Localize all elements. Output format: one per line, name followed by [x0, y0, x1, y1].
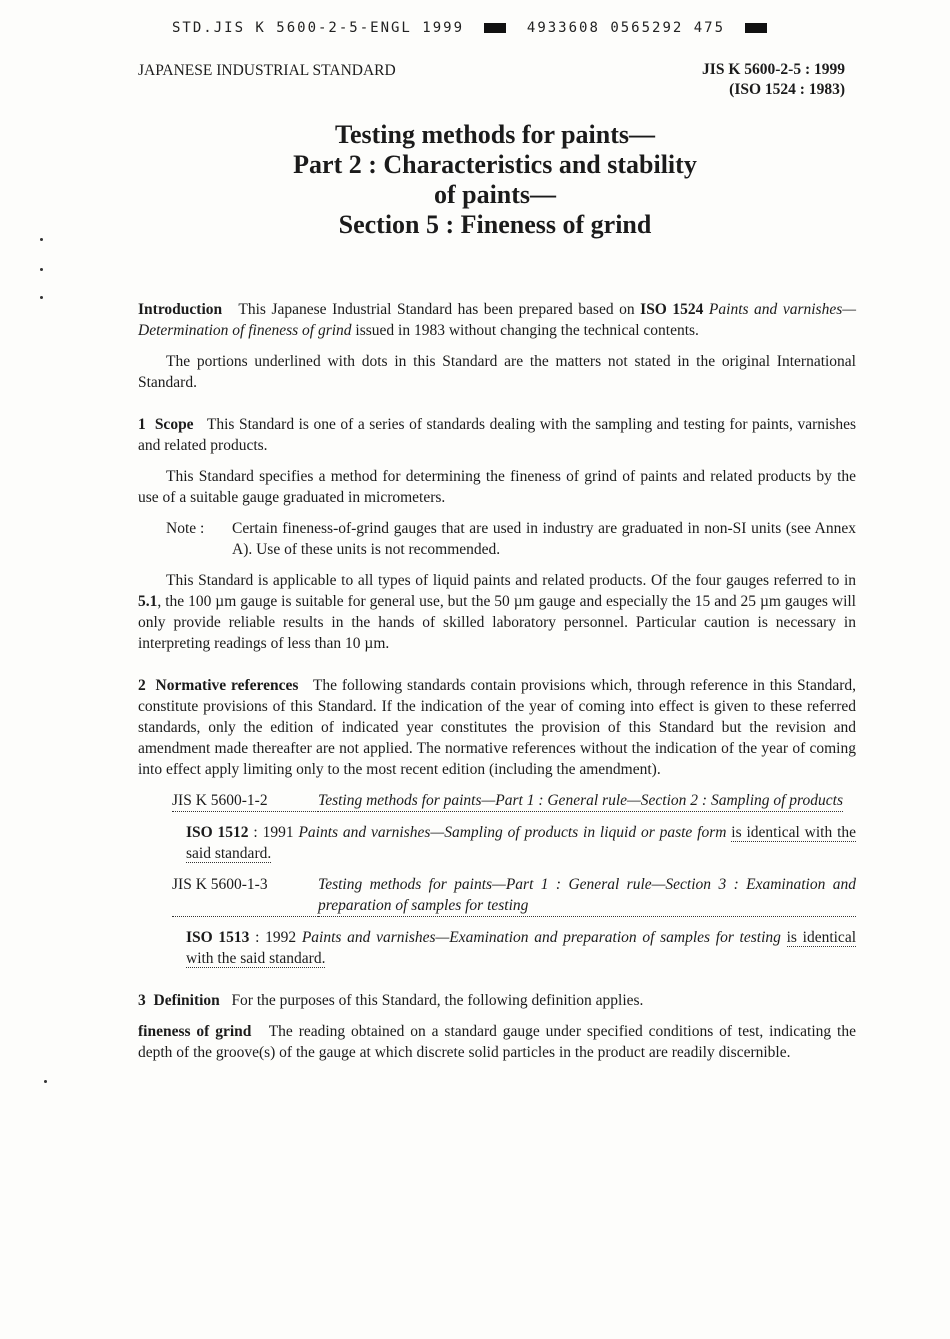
ref-iso-title: Paints and varnishes—Sampling of products in liquid or paste form	[298, 824, 727, 841]
term-text: The reading obtained on a standard gauge under specified conditions of test, indicating the depth of the groove(s) of the gauge at which discrete solid particles in the product are readily discernible.	[138, 1023, 856, 1061]
ref-jis-title: Testing methods for paints—Part 1 : General rule—Section 2 : Sampling of products	[318, 790, 843, 812]
definition-heading: Definition	[153, 992, 220, 1009]
intro-text: This Japanese Industrial Standard has been prepared based on	[238, 301, 635, 318]
introduction-heading: Introduction	[138, 301, 223, 318]
standard-label: JAPANESE INDUSTRIAL STANDARD	[138, 62, 396, 79]
definition-paragraph	[138, 990, 856, 1011]
scan-speck	[40, 238, 43, 241]
scope-text-3b: , the 100 µm gauge is suitable for general use, but the 50 µm gauge and especially the 15 and 25 µm gauges will only provide reliable results in the hands of skilled laboratory personnel. Particular caution is necessary in interpreting readings of less than 10 µm.	[138, 593, 856, 652]
standard-code-block	[702, 60, 845, 100]
scope-note	[138, 518, 856, 560]
ref-iso-year: : 1991	[253, 824, 294, 841]
scope-text: This Standard is one of a series of standards dealing with the sampling and testing for paints, varnishes and related products.	[138, 416, 856, 454]
ref-iso-title: Paints and varnishes—Examination and preparation of samples for testing	[301, 929, 781, 946]
reference-iso	[172, 927, 856, 969]
title-line-4: Section 5 : Fineness of grind	[338, 210, 652, 239]
scope-heading: Scope	[154, 416, 194, 433]
ref-iso-year: : 1992	[255, 929, 297, 946]
note-text: Certain fineness-of-grind gauges that are used in industry are graduated in non-SI units (see Annex A). Use of these units is not recommended.	[232, 520, 856, 558]
scan-block-mark	[484, 23, 506, 33]
normative-heading: Normative references	[155, 677, 299, 694]
scan-speck	[40, 296, 43, 299]
normative-number: 2	[138, 677, 146, 694]
page-title	[0, 120, 950, 240]
scope-paragraph	[138, 414, 856, 456]
document-body	[138, 299, 856, 1063]
title-line-3: of paints—	[433, 180, 557, 209]
ref-jis-title: Testing methods for paints—Part 1 : General rule—Section 3 : Examination and preparation of samples for testing	[318, 874, 856, 917]
reference-list	[138, 790, 856, 969]
normative-paragraph	[138, 675, 856, 780]
scan-header-left: STD.JIS K 5600-2-5-ENGL 1999	[172, 20, 465, 36]
ref-iso-tail: is identical with the said standard.	[186, 824, 857, 862]
reference-jis	[172, 874, 856, 917]
ref-jis-code: JIS K 5600-1-3	[172, 874, 318, 917]
scope-paragraph-2: This Standard specifies a method for determining the fineness of grind of paints and related products by the use of a suitable gauge graduated in micrometers.	[138, 468, 856, 506]
intro-iso-ref: ISO 1524	[640, 301, 704, 318]
definition-text: For the purposes of this Standard, the following definition applies.	[231, 992, 644, 1009]
scan-speck	[44, 1080, 47, 1083]
title-line-2: Part 2 : Characteristics and stability	[293, 150, 697, 179]
scope-paragraph-3	[138, 570, 856, 654]
reference-jis	[172, 790, 856, 812]
scope-text-3a: This Standard is applicable to all types of liquid paints and related products. Of the four gauges referred to in	[166, 572, 856, 589]
normative-text: The following standards contain provisions which, through reference in this Standard, constitute provisions of this Standard. If the indication of the year of coming into effect is given to these referred standards, only the edition of indicated year constitutes the provision of this Standard but the revision and amendment made thereafter are not applied. The normative references without the indication of the year of coming into effect apply limiting only to the most recent edition (including the amendment).	[138, 677, 857, 778]
scan-block-mark	[745, 23, 767, 33]
term: fineness of grind	[138, 1023, 252, 1040]
ref-jis-code: JIS K 5600-1-2	[172, 790, 318, 812]
ref-iso-tail: is identical with the said standard.	[186, 929, 856, 967]
definition-number: 3	[138, 992, 146, 1009]
introduction-paragraph	[138, 299, 856, 341]
title-line-1: Testing methods for paints—	[335, 120, 655, 149]
scope-number: 1	[138, 416, 146, 433]
scan-header-right: 4933608 0565292 475	[526, 20, 726, 36]
intro-iso-title: Paints and varnishes—Determination of fineness of grind	[138, 301, 857, 339]
intro-note-paragraph: The portions underlined with dots in this Standard are the matters not stated in the original International Standard.	[138, 353, 856, 391]
scope-clause-ref: 5.1	[138, 593, 158, 610]
ref-iso-code: ISO 1513	[186, 929, 250, 946]
reference-iso	[172, 822, 856, 864]
term-definition	[138, 1021, 856, 1063]
note-label: Note :	[166, 520, 205, 537]
iso-equivalent: (ISO 1524 : 1983)	[729, 81, 845, 98]
standard-code: JIS K 5600-2-5 : 1999	[702, 61, 845, 78]
intro-text-end: issued in 1983 without changing the technical contents.	[355, 322, 699, 339]
scan-speck	[40, 268, 43, 271]
ref-iso-code: ISO 1512	[186, 824, 249, 841]
scan-header	[172, 18, 777, 39]
